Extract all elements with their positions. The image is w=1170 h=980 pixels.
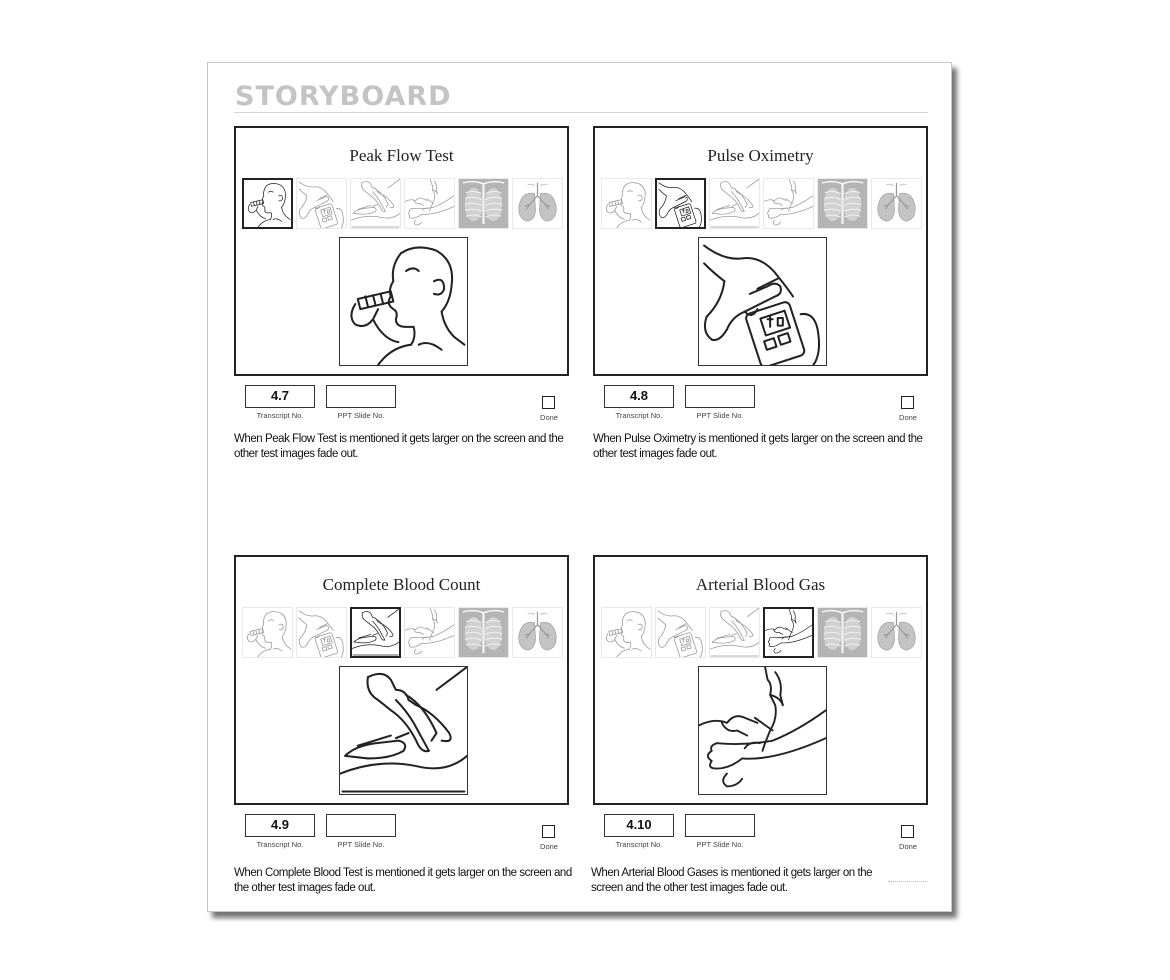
arterial-gas-illustration xyxy=(698,666,827,795)
blood-draw-icon[interactable] xyxy=(709,178,760,229)
title-divider xyxy=(234,112,928,113)
frame-meta xyxy=(604,814,939,854)
transcript-number-field[interactable]: 4.10 xyxy=(604,814,674,837)
lungs-icon[interactable] xyxy=(512,607,563,658)
arterial-gas-icon[interactable] xyxy=(763,607,814,658)
pulse-oximeter-icon[interactable] xyxy=(655,178,706,229)
transcript-label: Transcript No. xyxy=(256,411,304,420)
ppt-slide-label: PPT Slide No. xyxy=(337,411,385,420)
pulse-oximeter-icon[interactable] xyxy=(296,607,347,658)
frame-description: When Pulse Oximetry is mentioned it gets larger on the screen and the other test images fade out. xyxy=(593,433,923,460)
storyboard-sheet xyxy=(207,62,952,912)
frame-description: When Arterial Blood Gases is mentioned it gets larger on the screen and the other test images fade out. xyxy=(591,867,873,894)
peak-flow-icon[interactable] xyxy=(601,607,652,658)
transcript-number-field[interactable]: 4.7 xyxy=(245,385,315,408)
frame-description: When Complete Blood Test is mentioned it gets larger on the screen and the other test images fade out. xyxy=(234,867,572,894)
ppt-slide-label: PPT Slide No. xyxy=(337,840,385,849)
ppt-slide-label: PPT Slide No. xyxy=(696,840,744,849)
ppt-slide-number-field[interactable] xyxy=(685,814,755,837)
thumbnail-strip xyxy=(601,178,923,230)
done-label: Done xyxy=(540,413,558,422)
peak-flow-icon[interactable] xyxy=(242,178,293,229)
frame-title: Peak Flow Test xyxy=(349,146,454,165)
done-label: Done xyxy=(899,413,917,422)
dotted-line xyxy=(888,881,928,882)
lungs-icon[interactable] xyxy=(871,607,922,658)
transcript-label: Transcript No. xyxy=(615,411,663,420)
chest-xray-icon[interactable] xyxy=(458,178,509,229)
done-checkbox[interactable] xyxy=(542,396,555,409)
done-label: Done xyxy=(899,842,917,851)
storyboard-frame-arterial-blood-gas xyxy=(593,555,928,805)
frame-title: Pulse Oximetry xyxy=(707,146,814,165)
frame-meta xyxy=(245,385,580,425)
chest-xray-icon[interactable] xyxy=(458,607,509,658)
arterial-gas-icon[interactable] xyxy=(404,607,455,658)
chest-xray-icon[interactable] xyxy=(817,178,868,229)
frame-title: Complete Blood Count xyxy=(322,575,481,594)
thumbnail-strip xyxy=(601,607,923,659)
done-checkbox[interactable] xyxy=(901,825,914,838)
frame-meta xyxy=(245,814,580,854)
done-checkbox[interactable] xyxy=(901,396,914,409)
blood-draw-icon[interactable] xyxy=(709,607,760,658)
ppt-slide-number-field[interactable] xyxy=(326,385,396,408)
lungs-icon[interactable] xyxy=(871,178,922,229)
storyboard-frame-peak-flow xyxy=(234,126,569,376)
peak-flow-illustration xyxy=(339,237,468,366)
transcript-number-field[interactable]: 4.8 xyxy=(604,385,674,408)
ppt-slide-number-field[interactable] xyxy=(685,385,755,408)
peak-flow-icon[interactable] xyxy=(242,607,293,658)
frame-title: Arterial Blood Gas xyxy=(695,575,826,594)
transcript-number-field[interactable]: 4.9 xyxy=(245,814,315,837)
blood-draw-icon[interactable] xyxy=(350,607,401,658)
storyboard-frame-pulse-oximetry xyxy=(593,126,928,376)
arterial-gas-icon[interactable] xyxy=(404,178,455,229)
thumbnail-strip xyxy=(242,607,564,659)
pulse-oximeter-icon[interactable] xyxy=(655,607,706,658)
done-label: Done xyxy=(540,842,558,851)
pulse-oximeter-illustration xyxy=(698,237,827,366)
done-checkbox[interactable] xyxy=(542,825,555,838)
peak-flow-icon[interactable] xyxy=(601,178,652,229)
ppt-slide-label: PPT Slide No. xyxy=(696,411,744,420)
chest-xray-icon[interactable] xyxy=(817,607,868,658)
thumbnail-strip xyxy=(242,178,564,230)
arterial-gas-icon[interactable] xyxy=(763,178,814,229)
lungs-icon[interactable] xyxy=(512,178,563,229)
transcript-label: Transcript No. xyxy=(615,840,663,849)
frame-meta xyxy=(604,385,939,425)
pulse-oximeter-icon[interactable] xyxy=(296,178,347,229)
blood-draw-illustration xyxy=(339,666,468,795)
blood-draw-icon[interactable] xyxy=(350,178,401,229)
ppt-slide-number-field[interactable] xyxy=(326,814,396,837)
page-title: STORYBOARD xyxy=(235,81,452,112)
transcript-label: Transcript No. xyxy=(256,840,304,849)
storyboard-frame-complete-blood-count xyxy=(234,555,569,805)
frame-description: When Peak Flow Test is mentioned it gets larger on the screen and the other test images fade out. xyxy=(234,433,564,460)
